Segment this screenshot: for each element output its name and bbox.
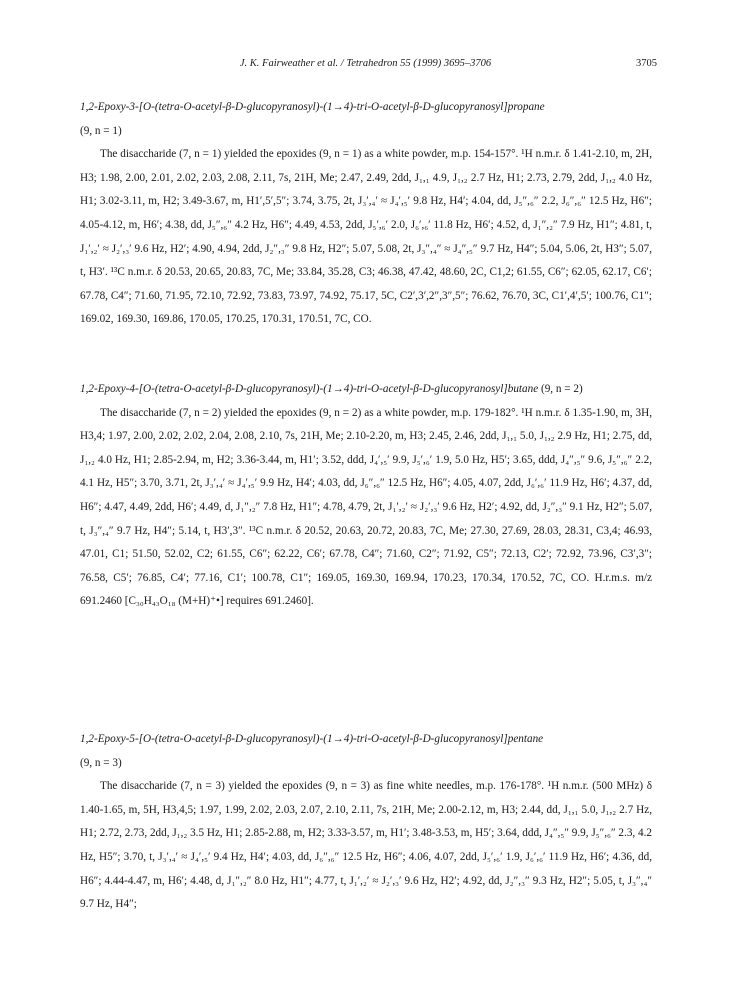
compound-section-2	[80, 378, 652, 614]
compound-title	[80, 378, 652, 402]
compound-section-1	[80, 96, 652, 332]
journal-citation: J. K. Fairweather et al. / Tetrahedron 55 (1999) 3695–3706	[239, 58, 492, 69]
compound-name: 1,2-Epoxy-5-[O-(tetra-O-acetyl-β-D-glucopyranosyl)-(1→4)-tri-O-acetyl-β-D-glucopyranosyl]pentane	[80, 733, 544, 745]
compound-title	[80, 728, 652, 775]
compound-name: 1,2-Epoxy-4-[O-(tetra-O-acetyl-β-D-glucopyranosyl)-(1→4)-tri-O-acetyl-β-D-glucopyranosyl]butane	[80, 383, 539, 395]
running-head	[0, 58, 731, 74]
page-number: 3705	[636, 58, 657, 69]
compound-number: (9, n = 1)	[80, 124, 122, 137]
compound-number: (9, n = 2)	[540, 383, 583, 395]
compound-description: The disaccharide (7, n = 3) yielded the epoxides (9, n = 3) as fine white needles, m.p. 176-178°. ¹H n.m.r. (500 MHz) δ 1.40-1.65, m, 5H, H3,4,5; 1.97, 1.99, 2.02, 2.03, 2.07, 2.10, 2.11, 7s, 21H, Me; 2.00-2.12, m, H3; 2.44, dd, J₁,₁ 5.0, J₁,₂ 2.7 Hz, H1; 2.72, 2.73, 2dd, J₁,₂ 3.5 Hz, H1; 2.85-2.88, m, H2; 3.33-3.57, m, H1′; 3.48-3.53, m, H5′; 3.64, ddd, J₄″,₅″ 9.9, J₅″,₆″ 2.3, 4.2 Hz, H5″; 3.70, t, J₃′,₄′ ≈ J₄′,₅′ 9.4 Hz, H4′; 4.03, dd, J₆″,₆″ 12.5 Hz, H6″; 4.06, 4.07, 2dd, J₅′,₆′ 1.9, J₆′,₆′ 11.9 Hz, H6′; 4.36, dd, H6″; 4.44-4.47, m, H6′; 4.48, d, J₁″,₂″ 8.0 Hz, H1″; 4.77, t, J₁′,₂′ ≈ J₂′,₃′ 9.6 Hz, H2′; 4.92, dd, J₂″,₃″ 9.3 Hz, H2″; 5.05, t, J₃″,₄″ 9.7 Hz, H4″;	[80, 780, 652, 911]
compound-number: (9, n = 3)	[80, 756, 122, 769]
compound-title	[80, 96, 652, 143]
compound-name: 1,2-Epoxy-3-[O-(tetra-O-acetyl-β-D-glucopyranosyl)-(1→4)-tri-O-acetyl-β-D-glucopyranosyl]propane	[80, 101, 545, 113]
compound-description: The disaccharide (7, n = 1) yielded the epoxides (9, n = 1) as a white powder, m.p. 154-157°. ¹H n.m.r. δ 1.41-2.10, m, 2H, H3; 1.98, 2.00, 2.01, 2.02, 2.03, 2.08, 2.11, 7s, 21H, Me; 2.47, 2.49, 2dd, J₁,₁ 4.9, J₁,₂ 2.7 Hz, H1; 2.73, 2.79, 2dd, J₁,₂ 4.0 Hz, H1; 3.02-3.11, m, H2; 3.49-3.67, m, H1′,5′,5″; 3.74, 3.75, 2t, J₃′,₄′ ≈ J₄′,₅′ 9.8 Hz, H4′; 4.04, dd, J₅″,₆″ 2.2, J₆″,₆″ 12.5 Hz, H6″; 4.05-4.12, m, H6′; 4.38, dd, J₅″,₆″ 4.2 Hz, H6″; 4.49, 4.53, 2dd, J₅′,₆′ 2.0, J₆′,₆′ 11.8 Hz, H6′; 4.52, d, J₁″,₂″ 7.9 Hz, H1″; 4.81, t, J₁′,₂′ ≈ J₂′,₃′ 9.6 Hz, H2′; 4.90, 4.94, 2dd, J₂″,₃″ 9.8 Hz, H2″; 5.07, 5.08, 2t, J₃″,₄″ ≈ J₄″,₅″ 9.7 Hz, H4″; 5.04, 5.06, 2t, H3″; 5.07, t, H3′. ¹³C n.m.r. δ 20.53, 20.65, 20.83, 7C, Me; 33.84, 35.28, C3; 46.38, 47.42, 48.60, 2C, C1,2; 61.55, C6″; 62.05, 62.17, C6′; 67.78, C4″; 71.60, 71.95, 72.10, 72.92, 73.83, 73.97, 74.92, 75.17, 5C, C2′,3′,2″,3″,5″; 76.62, 76.70, 3C, C1′,4′,5′; 100.76, C1″; 169.02, 169.30, 169.86, 170.05, 170.25, 170.31, 170.51, 7C, CO.	[80, 148, 652, 326]
compound-section-3	[80, 728, 652, 917]
compound-description: The disaccharide (7, n = 2) yielded the epoxides (9, n = 2) as a white powder, m.p. 179-182°. ¹H n.m.r. δ 1.35-1.90, m, 3H, H3,4; 1.97, 2.00, 2.02, 2.02, 2.04, 2.08, 2.10, 7s, 21H, Me; 2.10-2.20, m, H3; 2.45, 2.46, 2dd, J₁,₁ 5.0, J₁,₂ 2.9 Hz, H1; 2.75, dd, J₁,₂ 4.0 Hz, H1; 2.85-2.94, m, H2; 3.36-3.44, m, H1′; 3.52, ddd, J₄′,₅′ 9.9, J₅′,₆′ 1.9, 5.0 Hz, H5′; 3.65, ddd, J₄″,₅″ 9.6, J₅″,₆″ 2.2, 4.1 Hz, H5″; 3.70, 3.71, 2t, J₃′,₄′ ≈ J₄′,₅′ 9.9 Hz, H4′; 4.03, dd, J₆″,₆″ 12.5 Hz, H6″; 4.05, 4.07, 2dd, J₆′,₆′ 11.9 Hz, H6′; 4.37, dd, H6″; 4.47, 4.49, 2dd, H6′; 4.49, d, J₁″,₂″ 7.8 Hz, H1″; 4.78, 4.79, 2t, J₁′,₂′ ≈ J₂′,₃′ 9.6 Hz, H2′; 4.92, dd, J₂″,₃″ 9.1 Hz, H2″; 5.07, t, J₃″,₄″ 9.7 Hz, H4″; 5.14, t, H3′,3″. ¹³C n.m.r. δ 20.52, 20.63, 20.72, 20.83, 7C, Me; 27.30, 27.69, 28.03, 28.31, C3,4; 46.93, 47.01, C1; 51.50, 52.02, C2; 61.55, C6″; 62.22, C6′; 67.78, C4″; 71.60, C2″; 71.92, C5″; 72.13, C2′; 72.92, 73.96, C3′,3″; 76.58, C5′; 76.85, C4′; 77.16, C1′; 100.78, C1″; 169.05, 169.30, 169.94, 170.23, 170.34, 170.52, 7C, CO. H.r.m.s. m/z 691.2460 [C₃₀H₄₃O₁₈ (M+H)⁺•] requires 691.2460].	[80, 406, 652, 608]
